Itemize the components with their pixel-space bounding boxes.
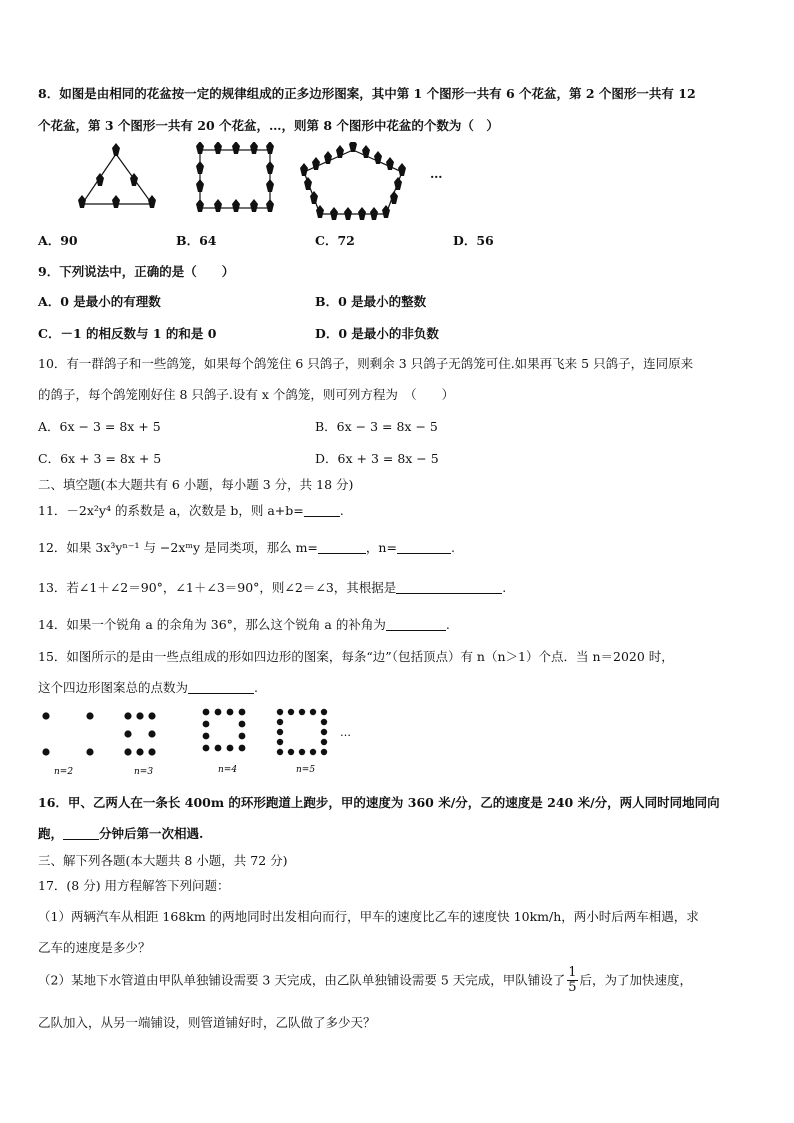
- dots-ellipsis: …: [340, 726, 351, 739]
- q16-line2: [38, 824, 203, 842]
- q8-option-a: A．90: [38, 233, 78, 248]
- triangle-figure: [78, 143, 156, 208]
- q17-part2-text: （2）某地下水管道由甲队单独铺设需要 3 天完成，由乙队单独铺设需要 5 天完成，甲队铺设了: [38, 972, 566, 988]
- q14-answer-blank[interactable]: [386, 630, 446, 631]
- q9-option-b: B．0 是最小的整数: [315, 294, 427, 309]
- q17-part1-line2: 乙车的速度是多少？: [38, 940, 151, 955]
- q15-line1: 15．如图所示的是由一些点组成的形如四边形的图案，每条“边”（包括顶点）有 n（n＞1）个点．当 n＝2020 时，: [38, 649, 674, 664]
- q12-end: .: [450, 540, 455, 555]
- caption-n4: n=4: [218, 765, 238, 775]
- q15-line2: [38, 678, 258, 696]
- q8-line2: 个花盆，第 3 个图形一共有 20 个花盆，…，则第 8 个图形中花盆的个数为（ ）: [38, 118, 499, 133]
- q13: [38, 578, 506, 596]
- q8-option-d: D．56: [453, 233, 494, 248]
- section-3-heading: 三、解下列各题(本大题共 8 小题，共 72 分): [38, 853, 288, 868]
- dots-n4: [203, 709, 246, 752]
- q12-m-blank[interactable]: [318, 553, 366, 554]
- q15-answer-blank[interactable]: [188, 693, 254, 694]
- square-figure: [196, 142, 274, 212]
- q14-end: .: [445, 617, 450, 632]
- q12-text: 12．如果 3x³yⁿ⁻¹ 与 −2xᵐy 是同类项，那么 m=: [38, 540, 318, 555]
- fraction-one-fifth: [567, 966, 577, 996]
- q14-text: 14．如果一个锐角 a 的余角为 36°，那么这个锐角 a 的补角为: [38, 617, 386, 632]
- caption-n2: n=2: [54, 767, 74, 777]
- q9-option-c: C．－1 的相反数与 1 的和是 0: [38, 326, 217, 341]
- caption-n5: n=5: [296, 765, 316, 775]
- q10-option-d: D．6x + 3 = 8x − 5: [315, 451, 439, 466]
- q10-option-c: C．6x + 3 = 8x + 5: [38, 451, 162, 466]
- q17-part2-line1: [38, 966, 692, 996]
- section-2-heading: 二、填空题(本大题共有 6 小题，每小题 3 分，共 18 分): [38, 477, 354, 492]
- pentagon-figure: [300, 142, 406, 220]
- q10-line1: 10．有一群鸽子和一些鸽笼，如果每个鸽笼住 6 只鸽子，则剩余 3 只鸽子无鸽笼可住.如果再飞来 5 只鸽子，连同原来: [38, 356, 694, 371]
- caption-n3: n=3: [134, 767, 154, 777]
- q10-line2: 的鸽子，每个鸽笼刚好住 8 只鸽子.设有 x 个鸽笼，则可列方程为 （ ）: [38, 387, 455, 402]
- q9-option-d: D．0 是最小的非负数: [315, 326, 439, 341]
- q10-option-a: A．6x − 3 = 8x + 5: [38, 419, 161, 434]
- q8-option-c: C．72: [315, 233, 355, 248]
- q8-option-b: B．64: [176, 233, 217, 248]
- q16-answer-blank[interactable]: [63, 839, 99, 840]
- q16-line2-text: 跑，: [38, 826, 64, 841]
- q16-end: 分钟后第一次相遇.: [99, 826, 204, 841]
- q17-part2-text-end: 后，为了加快速度，: [579, 972, 693, 988]
- dot-square-figures: [34, 706, 354, 778]
- q10-option-b: B．6x − 3 = 8x − 5: [315, 419, 438, 434]
- q14: [38, 615, 450, 633]
- q15-line2-text: 这个四边形图案总的点数为: [38, 680, 189, 695]
- q11: [38, 501, 344, 519]
- q17-part2-line2: 乙队加入，从另一端铺设，则管道铺好时，乙队做了多少天？: [38, 1015, 376, 1030]
- dots-n5: [277, 709, 327, 755]
- q8-ellipsis: …: [430, 166, 443, 181]
- dots-n3: [124, 712, 155, 755]
- q12-mid: ，n=: [365, 540, 397, 555]
- q9-stem: 9．下列说法中，正确的是（ ）: [38, 264, 235, 279]
- q16-line1: 16．甲、乙两人在一条长 400m 的环形跑道上跑步，甲的速度为 360 米/分，乙的速度是 240 米/分，两人同时同地同向: [38, 795, 720, 810]
- flowerpot-figures: [60, 142, 500, 232]
- q17-stem: 17．(8 分) 用方程解答下列问题：: [38, 878, 230, 893]
- q15-end: .: [254, 680, 258, 695]
- q13-text: 13．若∠1＋∠2＝90°，∠1＋∠3＝90°，则∠2＝∠3，其根据是: [38, 580, 397, 595]
- q11-text: 11．－2x²y⁴ 的系数是 a，次数是 b，则 a+b=: [38, 503, 304, 518]
- q13-end: .: [502, 580, 507, 595]
- fraction-numerator: 1: [568, 965, 577, 980]
- q12: [38, 538, 455, 556]
- q9-option-a: A．0 是最小的有理数: [38, 294, 161, 309]
- q8-line1: 8．如图是由相同的花盆按一定的规律组成的正多边形图案，其中第 1 个图形一共有 6 个花盆，第 2 个图形一共有 12: [38, 86, 696, 101]
- q17-part1-line1: （1）两辆汽车从相距 168km 的两地同时出发相向而行，甲车的速度比乙车的速度快 10km/h，两小时后两车相遇，求: [38, 909, 699, 924]
- q13-answer-blank[interactable]: [396, 593, 502, 594]
- fraction-denominator: 5: [568, 980, 577, 996]
- q11-answer-blank[interactable]: [304, 516, 340, 517]
- dots-n2: [42, 712, 93, 755]
- q11-end: .: [339, 503, 344, 518]
- q12-n-blank[interactable]: [397, 553, 451, 554]
